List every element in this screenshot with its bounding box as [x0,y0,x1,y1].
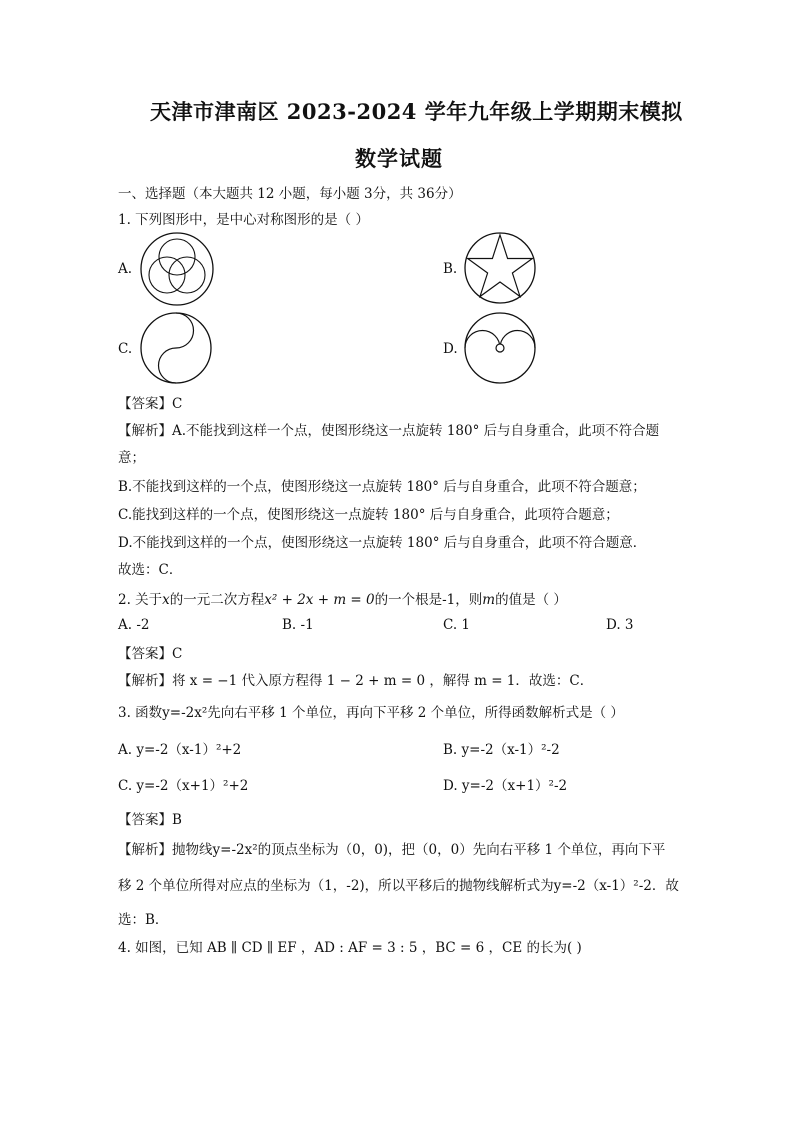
q1-label-a: A. [118,261,133,277]
q1-explanation-4: D.不能找到这样的一个点，使图形绕这一点旋转 180° 后与自身重合，此项不符合题意． [118,535,647,551]
q1-explanation-3: C.能找到这样的一个点，使图形绕这一点旋转 180° 后与自身重合，此项符合题意； [118,507,619,523]
section-header: 一、选择题（本大题共 12 小题，每小题 3分，共 36分） [118,186,462,202]
q2-option-c: C. 1 [443,617,471,633]
q3-explanation-2: 移 2 个单位所得对应点的坐标为（1，-2)，所以平移后的抛物线解析式为y=-2（x-1）²-2．故 [118,878,679,894]
page-title: 天津市津南区 2023-2024 学年九年级上学期期末模拟 [150,99,683,124]
q3-explanation-3: 选：B． [118,912,169,928]
q1-label-c: C. [118,341,133,357]
q2-stem-post: 的一个根是-1，则 [374,592,483,608]
q2-explanation: 【解析】将 x = −1 代入原方程得 1 − 2 + m = 0 ，解得 m = 1．故选：C． [118,673,594,689]
q1-answer: 【答案】C [118,396,183,412]
q2-option-a: A. -2 [118,617,150,633]
q1-stem: 1. 下列图形中，是中心对称图形的是（ ） [118,212,369,228]
q2-stem [118,588,567,608]
q2-option-b: B. -1 [282,617,314,633]
q2-var-x: x [162,592,170,608]
page-subtitle: 数学试题 [355,146,443,171]
q1-explanation-1: 【解析】A.不能找到这样一个点，使图形绕这一点旋转 180° 后与自身重合，此项不符合题 [118,423,660,439]
q2-stem-pre: 2. 关于 [118,592,163,608]
q1-explanation-1b: 意； [118,450,145,466]
q3-explanation-1: 【解析】抛物线y=-2x²的顶点坐标为（0，0)，把（0，0）先向右平移 1 个单位，再向下平 [118,842,666,858]
q1-label-b: B. [443,261,458,277]
q2-answer: 【答案】C [118,646,183,662]
q2-equation: x² + 2x + m = 0 [264,592,375,608]
q2-stem-mid: 的一元二次方程 [169,592,265,608]
q3-option-a: A. y=-2（x-1）²+2 [118,742,242,758]
q1-figure-c [138,310,214,386]
q2-stem-end: 的值是（ ） [495,592,567,608]
q2-var-m: m [482,592,496,608]
q3-option-c: C. y=-2（x+1）²+2 [118,778,249,794]
q1-figure-d [462,310,538,386]
q2-option-d: D. 3 [606,617,634,633]
q4-stem: 4. 如图，已知 AB ∥ CD ∥ EF ，AD : AF = 3 : 5 ，BC = 6 ，CE 的长为( ) [118,940,582,956]
q3-answer: 【答案】B [118,812,182,828]
q1-label-d: D. [443,341,458,357]
q1-figure-a [138,230,216,308]
q1-explanation-5: 故选：C． [118,562,183,578]
q3-option-b: B. y=-2（x-1）²-2 [443,742,560,758]
q3-stem: 3. 函数y=-2x²先向右平移 1 个单位，再向下平移 2 个单位，所得函数解析式是（ ） [118,705,624,721]
q3-option-d: D. y=-2（x+1）²-2 [443,778,568,794]
q1-figure-b [462,230,538,306]
q1-explanation-2: B.不能找到这样的一个点，使图形绕这一点旋转 180° 后与自身重合，此项不符合题意； [118,479,646,495]
